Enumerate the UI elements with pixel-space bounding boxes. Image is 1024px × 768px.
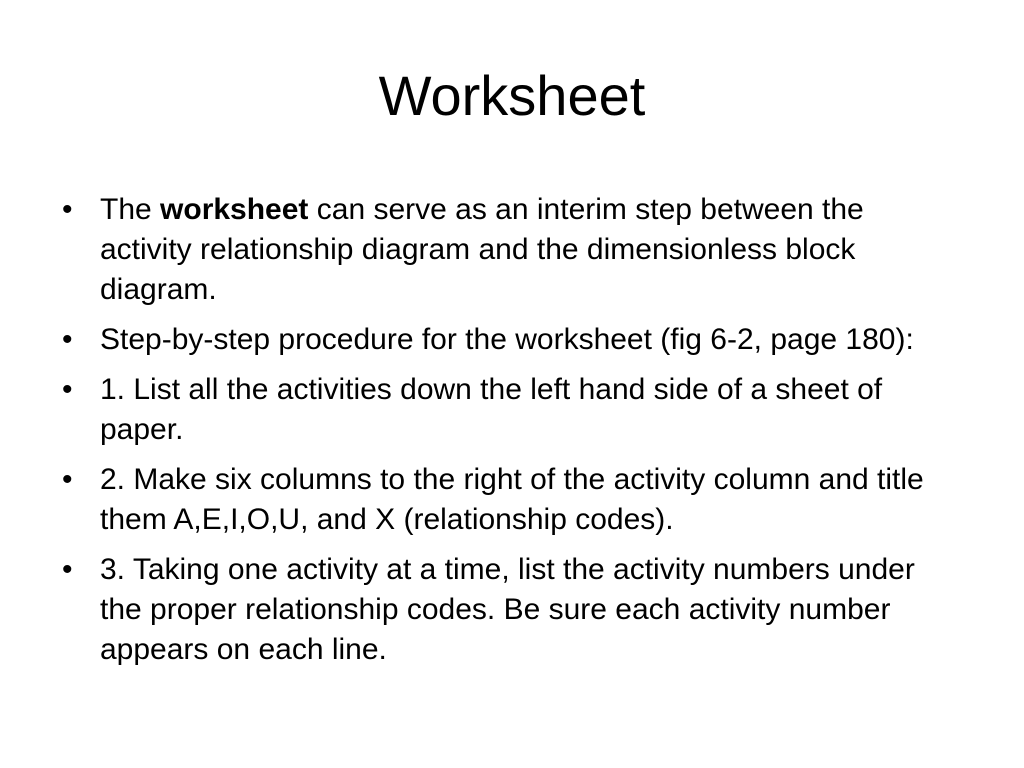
bullet-icon: • [62,193,73,226]
bullet-icon: • [62,323,73,356]
bullet-item-worksheet-intro [62,190,962,310]
bullet-item-step-2 [62,460,962,540]
bullet-icon: • [62,463,73,496]
bullet-text-suffix: can serve as an interim step between the activity relationship diagram and the dimensionless block diagram. [100,193,864,306]
bullet-text-prefix: The [100,193,161,226]
bullet-text-bold-term: worksheet [160,193,309,226]
bullet-item-procedure [62,320,962,360]
bullet-item-step-3 [62,550,962,670]
bullet-text: 3. Taking one activity at a time, list the activity numbers under the proper relationship codes. Be sure each activity number appears on each line. [100,553,915,666]
slide-title: Worksheet [378,64,646,127]
bullet-item-step-1 [62,370,962,450]
bullet-text: 2. Make six columns to the right of the activity column and title them A,E,I,O,U, and X (relationship codes). [100,463,924,536]
bullet-icon: • [62,553,73,586]
bullet-text: Step-by-step procedure for the worksheet (fig 6-2, page 180): [100,323,914,356]
bullet-icon: • [62,373,73,406]
bullet-text: 1. List all the activities down the left hand side of a sheet of paper. [100,373,883,446]
bullet-list [62,190,962,680]
